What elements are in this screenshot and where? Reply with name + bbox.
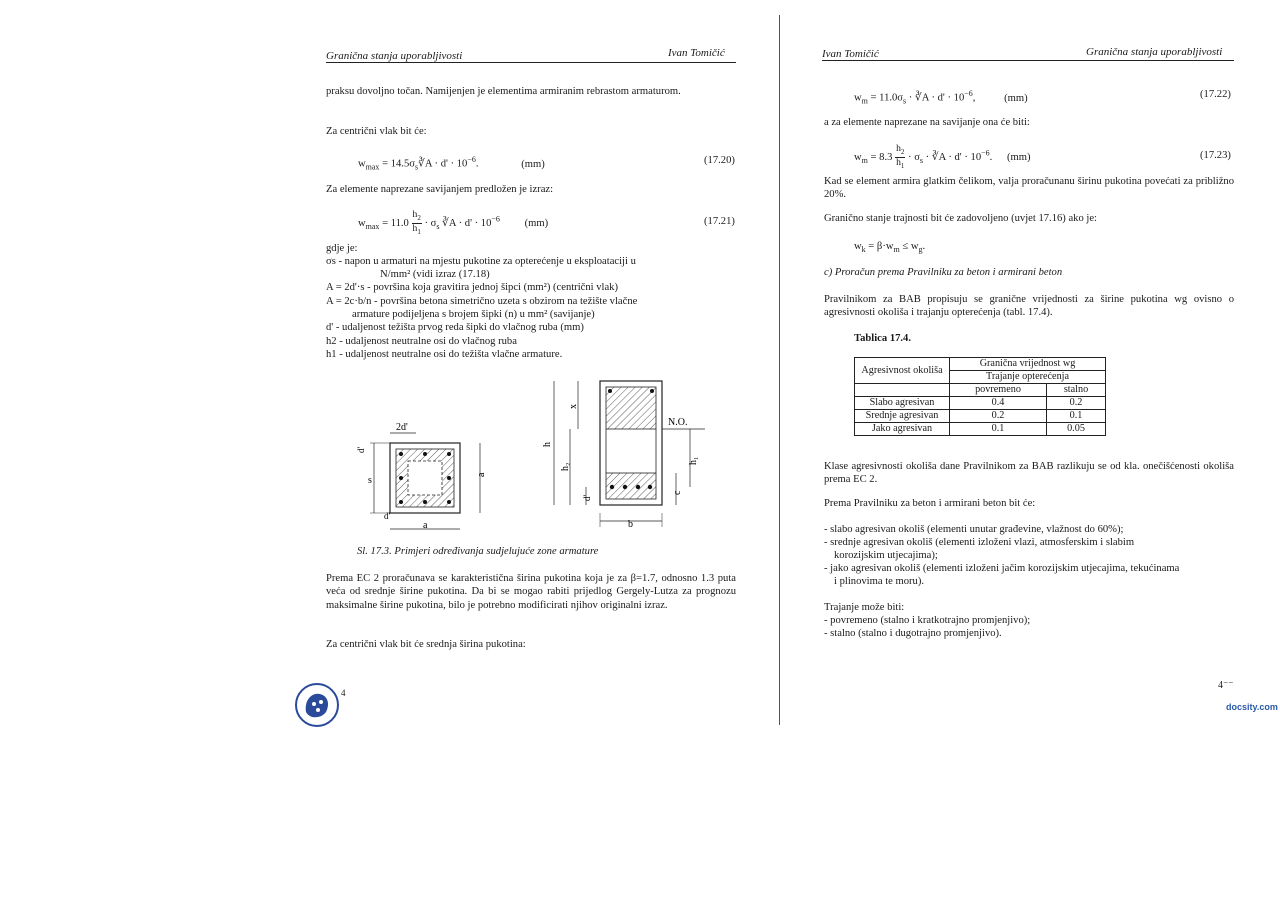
bullet-line: - jako agresivan okoliš (elementi izloženi jačim korozijskim utjecajima, tekućinama: [824, 563, 1180, 574]
eq-fraction: $\frac{h_2}{h_1}$: [896, 143, 905, 170]
wk-inequality: $w_k = \beta\cdot w_m \le w_g$.: [854, 241, 926, 255]
book-spine-line: [779, 15, 780, 725]
right-bending-label: a za elemente naprezane na savijanje ona će biti:: [824, 117, 1030, 128]
eq-sigma: · σ: [424, 217, 437, 229]
fig-label-d-right: d': [582, 494, 592, 501]
fig-label-b: b: [628, 519, 633, 530]
equation-number-17-21: (17.21): [704, 216, 735, 227]
table-cell: 0.05: [1047, 423, 1106, 436]
table-17-4: [854, 357, 1106, 436]
eq-unit: (mm): [524, 217, 549, 229]
eq-root: ∛A · d' · 10: [914, 92, 965, 104]
section-c-heading: c) Proračun prema Pravilniku za beton i armirani beton: [824, 267, 1063, 278]
bullet-line: - srednje agresivan okoliš (elementi izloženi vlazi, atmosferskim i slabim: [824, 537, 1135, 548]
eq-rhs: = 11.0σ: [867, 92, 904, 104]
eq-exp: −6: [467, 155, 476, 164]
right-smooth-steel-paragraph: Kad se element armira glatkim čelikom, valja proračunanu širinu pukotina povećati za približno 20%.: [824, 176, 1234, 201]
table-row: [855, 423, 1106, 436]
fig-label-h: h: [542, 442, 553, 447]
equation-17-21: $w_{max} = 11.0$ $\frac{h_2}{h_1}$ · $\sigma_s$ ∛A · $d' \cdot 10^{-6}$ (mm): [358, 209, 549, 236]
figure-caption: Sl. 17.3. Primjeri određivanja sudjelujuće zone armature: [357, 546, 599, 557]
table-cell: Slabo agresivan: [855, 397, 950, 410]
eq-root: ∛A · d' · 10: [442, 217, 492, 229]
table-header-agresivnost: Agresivnost okoliša: [855, 358, 950, 384]
right-header-author: Ivan Tomičić: [822, 48, 879, 60]
right-header-title: Granična stanja uporabljivosti: [1086, 46, 1223, 58]
beam-section-drawing: [554, 381, 705, 527]
table-cell: 0.1: [1047, 410, 1106, 423]
eq-coef: = 8.3: [867, 151, 893, 163]
left-header-rule: [326, 62, 736, 63]
equation-17-20: $w_{max}$ = $14.5\sigma_s∛A \cdot d' \cdot 10^{-6}$. (mm): [358, 155, 545, 172]
eq-coef: = 11.0: [379, 217, 409, 229]
definition-line: h2 - udaljenost neutralne osi do vlačnog ruba: [326, 336, 517, 347]
eq-var: w: [358, 158, 366, 170]
left-ec2-paragraph: Prema EC 2 proračunava se karakteristična širina pukotina koja je za β=1.7, odnosno 1.3 puta veća od srednje širine pukotina. Da bi se mogao rabiti prijedlog Gergely-Lutza za prognozu maksimalne širine pukotina, bilo je potrebno modificirati njihov originalni izraz.: [326, 573, 736, 611]
eq-fraction: $\frac{h_2}{h_1}$: [412, 209, 421, 236]
equation-number-17-23: (17.23): [1200, 150, 1231, 161]
left-page-number: 4: [341, 688, 346, 698]
table-row: [855, 410, 1106, 423]
eq-unit: (mm): [521, 158, 545, 170]
right-classes-paragraph: Klase agresivnosti okoliša dane Pravilnikom za BAB razlikuju se od kla. onečišćenosti okoliša prema EC 2.: [824, 461, 1234, 486]
figure-17-3: [350, 375, 720, 540]
fig-label-no: N.O.: [668, 417, 688, 428]
eq-root: ∛A · d' · 10: [931, 151, 982, 163]
table-cell: 0.2: [1047, 397, 1106, 410]
definition-line: N/mm² (vidi izraz (17.18): [380, 269, 490, 280]
fig-label-2d: 2d': [396, 422, 408, 433]
docsity-watermark[interactable]: docsity.com: [1226, 702, 1278, 712]
bullet-line: - slabo agresivan okoliš (elementi unutar građevine, vlažnost do 60%);: [824, 524, 1124, 535]
eq-sub: max: [365, 162, 380, 172]
equation-17-23: $w_m = 8.3$ $\frac{h_2}{h_1}$ · $\sigma_s$ · ∛A · $d' \cdot 10^{-6}$. (mm): [854, 143, 1031, 170]
fig-label-d: d': [356, 446, 366, 453]
table-title: Tablica 17.4.: [854, 333, 912, 344]
table-cell: 0.1: [950, 423, 1047, 436]
definition-line: h1 - udaljenost neutralne osi do težišta vlačne armature.: [326, 349, 563, 360]
table-cell: 0.4: [950, 397, 1047, 410]
left-bending-label: Za elemente naprezane savijanjem predložen je izraz:: [326, 184, 554, 195]
bullet-line: korozijskim utjecajima);: [834, 550, 938, 561]
left-header-title: Granična stanja uporabljivosti: [326, 50, 463, 62]
table-header-trajanje: Trajanje opterećenja: [950, 371, 1106, 384]
left-centric-label: Za centrični vlak bit će:: [326, 126, 427, 137]
duration-item: - povremeno (stalno i kratkotrajno promjenjivo);: [824, 615, 1031, 626]
fig-label-a-bottom: a: [423, 520, 428, 531]
left-header-author: Ivan Tomičić: [668, 47, 725, 59]
equation-number-17-20: (17.20): [704, 155, 735, 166]
eq-rest: = β·w: [865, 241, 894, 252]
eq-sub: max: [365, 221, 380, 231]
right-bab-paragraph: Pravilnikom za BAB propisuju se granične vrijednosti za širine pukotina wg ovisno o agresivnosti okoliša i trajanju opterećenja (tabl. 17.4).: [824, 294, 1234, 319]
eq-tail: ∛A · d' · 10: [418, 158, 468, 170]
table-row: [855, 397, 1106, 410]
table-header-stalno: stalno: [1047, 384, 1106, 397]
right-durability-label: Granično stanje trajnosti bit će zadovoljeno (uvjet 17.16) ako je:: [824, 213, 1098, 224]
fig-label-d-bottom: d': [384, 511, 391, 521]
fig-label-a-side: a: [476, 472, 487, 477]
publisher-logo-icon: [294, 682, 340, 728]
duration-item: - stalno (stalno i dugotrajno promjenjivo).: [824, 628, 1002, 639]
eq-le: ≤ w: [899, 241, 919, 252]
where-label: gdje je:: [326, 243, 358, 254]
table-header-granicna: Granična vrijednost wg: [950, 358, 1106, 371]
table-header-povremeno: povremeno: [950, 384, 1047, 397]
right-header-rule: [822, 60, 1234, 61]
definition-line: σs - napon u armaturi na mjestu pukotine za opterećenje u eksploataciji u: [326, 256, 636, 267]
eq-rhs: = 14.5σ: [379, 158, 415, 170]
table-header-row: [855, 358, 1106, 371]
eq-sigma: · σ: [908, 151, 920, 163]
bullet-line: i plinovima te moru).: [834, 576, 925, 587]
equation-17-22: $w_m = 11.0\sigma_s$ · ∛A · $d' \cdot 10^{-6}$, (mm): [854, 89, 1028, 106]
table-cell: Srednje agresivan: [855, 410, 950, 423]
fig-label-h2: h₂: [560, 462, 571, 471]
table-cell: 0.2: [950, 410, 1047, 423]
left-mean-width-label: Za centrični vlak bit će srednja širina pukotina:: [326, 639, 526, 650]
fig-label-h1: h₁: [688, 456, 699, 465]
right-duration-label: Trajanje može biti:: [824, 602, 905, 613]
table-cell-empty: [855, 384, 950, 397]
definition-line: d' - udaljenost težišta prvog reda šipki do vlačnog ruba (mm): [326, 322, 584, 333]
eq-var: w: [358, 217, 366, 229]
eq-unit: (mm): [1004, 92, 1028, 104]
definition-line: A = 2d'·s - površina koja gravitira jednoj šipci (mm²) (centrični vlak): [326, 282, 619, 293]
fig-label-s: s: [368, 475, 372, 486]
equation-number-17-22: (17.22): [1200, 89, 1231, 100]
definition-line: armature podijeljena s brojem šipki (n) u mm² (savijanje): [352, 309, 595, 320]
left-intro-paragraph: praksu dovoljno točan. Namijenjen je elementima armiranim rebrastom armaturom.: [326, 86, 681, 97]
table-cell: Jako agresivan: [855, 423, 950, 436]
fig-label-c: c: [672, 490, 683, 495]
eq-unit: (mm): [1006, 151, 1031, 163]
fig-label-x: x: [568, 404, 579, 409]
table-header-row: [855, 384, 1106, 397]
definition-line: A = 2c·b/n - površina betona simetrično uzeta s obzirom na težište vlačne: [326, 296, 638, 307]
right-page-number: 4⁻⁻: [1218, 680, 1234, 691]
right-per-rule-label: Prema Pravilniku za beton i armirani beton bit će:: [824, 498, 1036, 509]
